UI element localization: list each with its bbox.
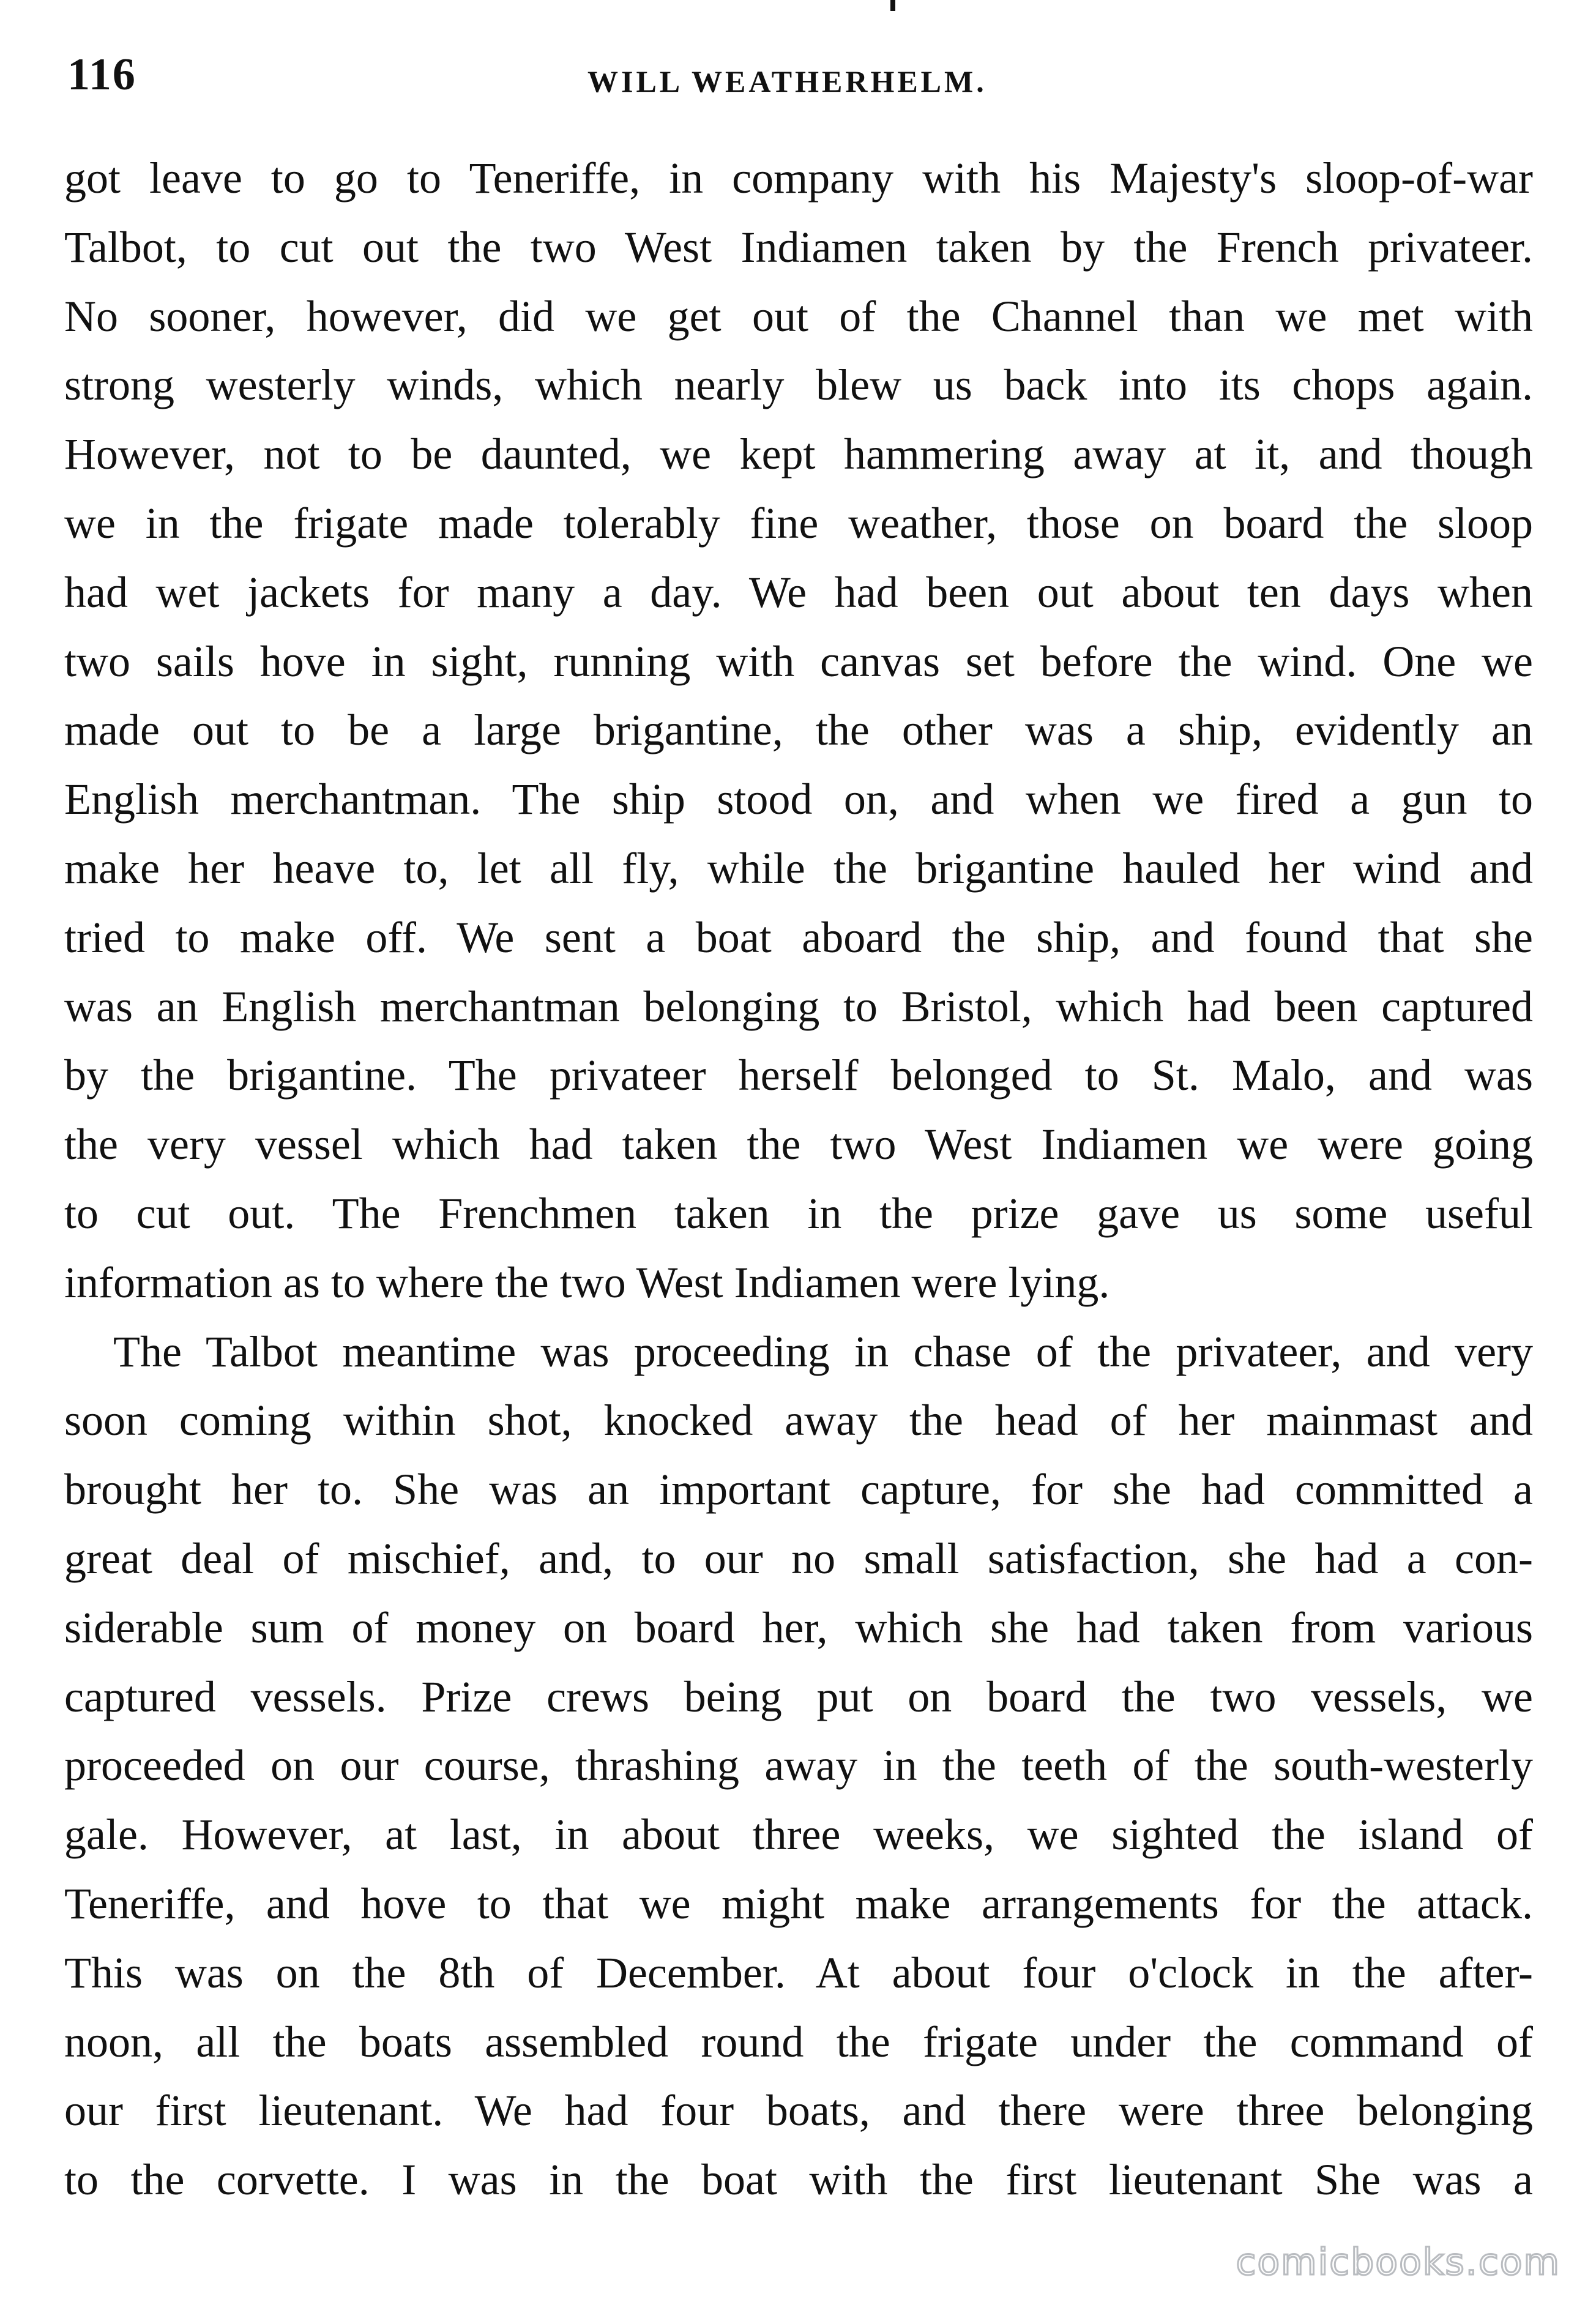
body-text xyxy=(64,144,1533,2214)
text-line: two sails hove in sight, running with canvas set before the wind. One we xyxy=(64,636,1533,686)
print-mark xyxy=(890,0,895,11)
text-line: great deal of mischief, and, to our no small satisfaction, she had a con- xyxy=(64,1533,1533,1583)
text-line: we in the frigate made tolerably fine weather, those on board the sloop xyxy=(64,498,1533,548)
text-line: Talbot, to cut out the two West Indiamen taken by the French privateer. xyxy=(64,222,1533,272)
text-line: captured vessels. Prize crews being put on board the two vessels, we xyxy=(64,1672,1533,1721)
text-line: got leave to go to Teneriffe, in company with his Majesty's sloop-of-war xyxy=(64,154,1533,203)
text-line: This was on the 8th of December. At about four o'clock in the after- xyxy=(64,1948,1533,1997)
text-line: proceeded on our course, thrashing away in the teeth of the south-westerly xyxy=(64,1741,1533,1790)
text-line: soon coming within shot, knocked away the head of her mainmast and xyxy=(64,1396,1533,1445)
text-line: to the corvette. I was in the boat with the first lieutenant She was a xyxy=(64,2155,1533,2205)
text-line: strong westerly winds, which nearly blew us back into its chops again. xyxy=(64,360,1533,410)
text-line: to cut out. The Frenchmen taken in the prize gave us some useful xyxy=(64,1188,1533,1238)
text-line: our first lieutenant. We had four boats, and there were three belonging xyxy=(64,2086,1533,2136)
text-line: make her heave to, let all fly, while the brigantine hauled her wind and xyxy=(64,843,1533,893)
paragraph xyxy=(64,144,1533,1317)
text-line: Teneriffe, and hove to that we might make arrangements for the attack. xyxy=(64,1879,1533,1928)
text-line: No sooner, however, did we get out of the Channel than we met with xyxy=(64,291,1533,341)
page-number: 116 xyxy=(67,50,136,100)
text-line: gale. However, at last, in about three weeks, we sighted the island of xyxy=(64,1810,1533,1860)
text-line: English merchantman. The ship stood on, and when we fired a gun to xyxy=(64,775,1533,824)
text-line: information as to where the two West Indiamen were lying. xyxy=(64,1257,1110,1307)
text-line: However, not to be daunted, we kept hammering away at it, and though xyxy=(64,430,1533,479)
text-line: noon, all the boats assembled round the frigate under the command of xyxy=(64,2017,1533,2066)
watermark-logo: comicbooks.com xyxy=(1236,2241,1561,2284)
running-title: WILL WEATHERHELM. xyxy=(587,64,987,99)
text-line: siderable sum of money on board her, which she had taken from various xyxy=(64,1603,1533,1652)
text-line: was an English merchantman belonging to Bristol, which had been captured xyxy=(64,981,1533,1031)
page-header xyxy=(0,49,1596,122)
text-line: tried to make off. We sent a boat aboard the ship, and found that she xyxy=(64,912,1533,962)
text-line: made out to be a large brigantine, the other was a ship, evidently an xyxy=(64,706,1533,755)
text-line: The Talbot meantime was proceeding in chase of the privateer, and very xyxy=(113,1327,1533,1376)
text-line: the very vessel which had taken the two West Indiamen we were going xyxy=(64,1120,1533,1169)
text-line: by the brigantine. The privateer herself belonged to St. Malo, and was xyxy=(64,1051,1533,1100)
paragraph xyxy=(64,1317,1533,2214)
text-line: had wet jackets for many a day. We had been out about ten days when xyxy=(64,567,1533,617)
text-line: brought her to. She was an important capture, for she had committed a xyxy=(64,1465,1533,1514)
